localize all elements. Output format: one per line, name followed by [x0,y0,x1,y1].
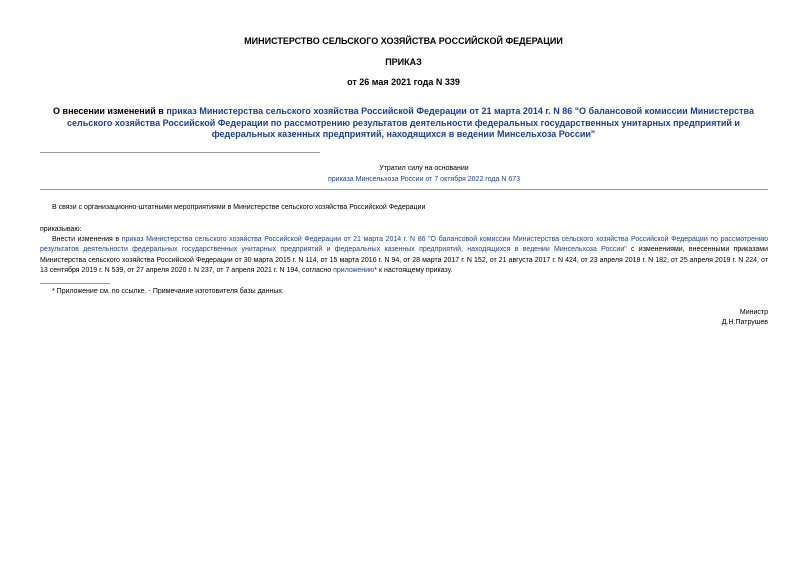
appendix-link[interactable]: приложению [333,267,375,275]
main-paragraph [40,235,768,277]
signature-position: Министр [739,309,768,316]
main-suffix: * к настоящему приказу. [374,267,453,275]
status-link[interactable]: приказа Минсельхоза России от 7 октября 2022 года N 673 [327,176,521,183]
title-link[interactable]: приказ Министерства сельского хозяйства Российской Федерации от 21 марта 2014 г. N 86 "О балансовой комиссии Министерства сельского хозяйства Российской Федерации по рассмотрению результатов деятельности федеральных государственных унитарных предприятий и федеральных казенных предприятий, находящихся в ведении Минсельхоза России" [67,106,754,140]
title-prefix: О внесении изменений в [53,106,167,116]
main-middle: с изменениями, внесенными приказами Министерства сельского хозяйства Российской Федерации от 30 марта 2015 г. N 114, от 15 марта 2016 г. N 94, от 28 марта 2017 г. N 152, от 21 августа 2017 г. N 424, от 23 апреля 2018 г. N 182, от 25 апреля 2019 г. N 224, от 13 сентября 2019 г. N 539, от 27 апреля 2020 г. N 237, от 7 апреля 2021 г. N 194, согласно [40,246,769,275]
date-number: от 26 мая 2021 года N 339 [347,77,460,87]
divider [40,189,768,190]
document-title [45,106,762,141]
footnote-divider [40,283,110,284]
footnote: * Приложение см. по ссылке. - Примечание изготовителя базы данных. [52,288,284,295]
document-type: ПРИКАЗ [385,57,422,67]
main-link[interactable]: приказ Министерства сельского хозяйства Российской Федерации от 21 марта 2014 г. N 86 "О балансовой комиссии Министерства сельского хозяйства Российской Федерации по рассмотрению результатов деятельности федеральных государственных унитарных предприятий и федеральных казенных предприятий, находящихся в ведении Минсельхоза России" [40,236,768,254]
status-text: Утратил силу на основании [379,165,469,172]
main-prefix: Внести изменения в [52,236,122,243]
signature-name: Д.Н.Патрушев [721,319,768,326]
intro-paragraph: В связи с организационно-штатными мероприятиями в Министерстве сельского хозяйства Российской Федерации [52,204,426,211]
order-word: приказываю: [40,226,82,233]
ministry-heading: МИНИСТЕРСТВО СЕЛЬСКОГО ХОЗЯЙСТВА РОССИЙСКОЙ ФЕДЕРАЦИИ [244,36,563,46]
divider [40,152,320,153]
